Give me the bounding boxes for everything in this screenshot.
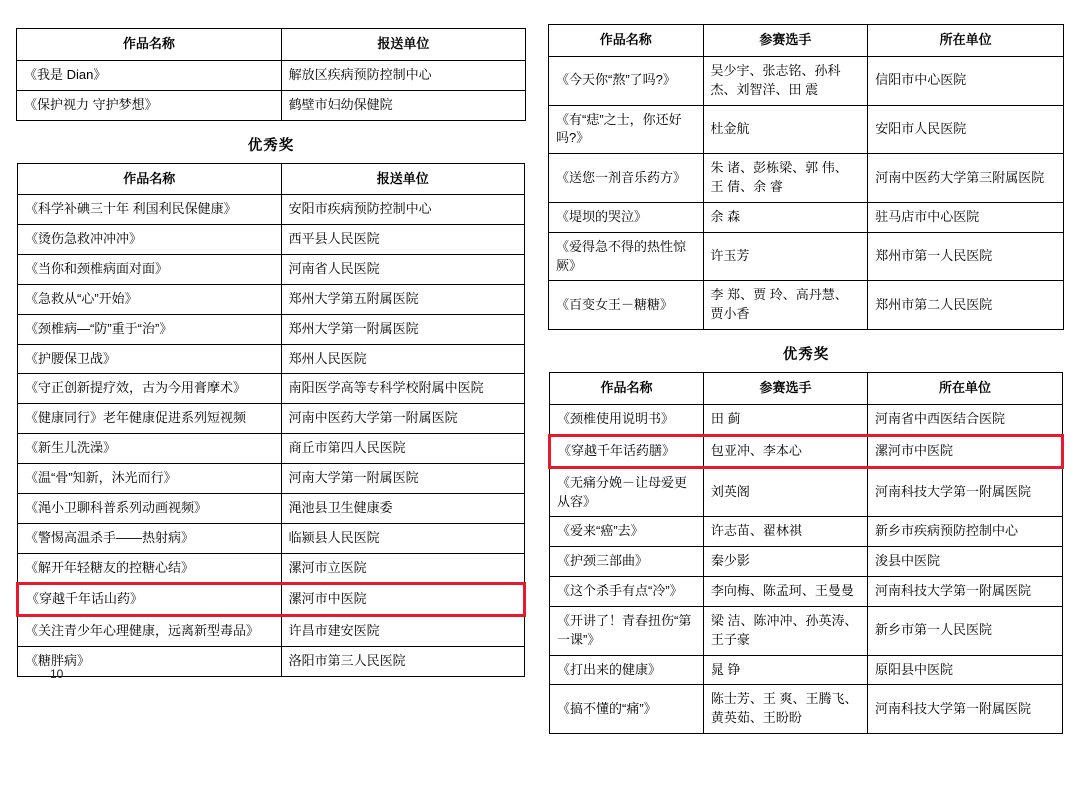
cell-player: 许玉芳 (703, 232, 868, 281)
table-row (550, 517, 1063, 547)
table-row (549, 281, 1064, 330)
cell-work-name: 《新生儿洗澡》 (18, 434, 282, 464)
cell-player: 秦少影 (703, 547, 867, 577)
table-row (549, 232, 1064, 281)
cell-work-name: 《有“痣”之士，你还好吗?》 (549, 105, 704, 154)
table-row (17, 60, 526, 90)
table-row (550, 655, 1063, 685)
cell-work-name: 《开讲了！青春扭伤“第一课”》 (550, 606, 704, 655)
table-row (549, 202, 1064, 232)
cell-unit: 新乡市疾病预防控制中心 (868, 517, 1063, 547)
cell-work-name: 《爱来“癌”去》 (550, 517, 704, 547)
cell-unit: 原阳县中医院 (868, 655, 1063, 685)
table-row (549, 56, 1064, 105)
cell-work-name: 《关注青少年心理健康，远离新型毒品》 (18, 616, 282, 647)
cell-unit: 河南科技大学第一附属医院 (868, 685, 1063, 734)
cell-work-name: 《当你和颈椎病面对面》 (18, 255, 282, 285)
cell-unit: 安阳市疾病预防控制中心 (281, 195, 524, 225)
cell-player: 许志苗、翟林祺 (703, 517, 867, 547)
cell-unit: 河南省人民医院 (281, 255, 524, 285)
table-row (18, 404, 525, 434)
cell-work-name: 《守正创新提疗效，古为今用膏摩术》 (18, 374, 282, 404)
table-row (18, 344, 525, 374)
table-row (18, 255, 525, 285)
table-row (550, 577, 1063, 607)
cell-unit: 驻马店市中心医院 (868, 202, 1064, 232)
column-header-unit: 报送单位 (281, 163, 524, 195)
column-header-player: 参赛选手 (703, 25, 868, 57)
cell-work-name: 《颈椎病—“防”重于“治”》 (18, 314, 282, 344)
cell-player: 陈士芳、王 爽、王腾飞、黄英茹、王盼盼 (703, 685, 867, 734)
table-row (18, 463, 525, 493)
cell-unit: 郑州市第一人民医院 (868, 232, 1064, 281)
table-row (18, 284, 525, 314)
cell-unit: 漯河市立医院 (281, 553, 524, 584)
cell-unit: 郑州大学第一附属医院 (281, 314, 524, 344)
cell-unit: 河南科技大学第一附属医院 (868, 577, 1063, 607)
cell-unit: 解放区疾病预防控制中心 (281, 60, 525, 90)
right-column (548, 0, 1064, 734)
column-header-work-name: 作品名称 (550, 373, 704, 405)
table-header-row (18, 163, 525, 195)
cell-unit: 河南省中西医结合医院 (868, 404, 1063, 435)
column-header-work-name: 作品名称 (549, 25, 704, 57)
left-award-title: 优秀奖 (247, 137, 295, 154)
cell-player: 梁 洁、陈冲冲、孙英涛、王子豪 (703, 606, 867, 655)
column-header-unit: 所在单位 (868, 373, 1063, 405)
cell-unit: 渑池县卫生健康委 (281, 493, 524, 523)
table-row (18, 493, 525, 523)
column-header-work-name: 作品名称 (17, 29, 282, 61)
cell-work-name: 《温“骨”知新，沐光而行》 (18, 463, 282, 493)
cell-player: 李向梅、陈孟珂、王曼曼 (703, 577, 867, 607)
table-row (18, 374, 525, 404)
right-award-title: 优秀奖 (782, 347, 830, 364)
column-header-unit: 报送单位 (281, 29, 525, 61)
cell-player: 田 蓟 (703, 404, 867, 435)
column-header-work-name: 作品名称 (18, 163, 282, 195)
cell-work-name: 《解开年轻糖友的控糖心结》 (18, 553, 282, 584)
cell-work-name: 《急救从“心”开始》 (18, 284, 282, 314)
cell-unit: 河南中医药大学第三附属医院 (868, 154, 1064, 203)
cell-work-name: 《穿越千年话药膳》 (550, 435, 704, 467)
cell-work-name: 《护腰保卫战》 (18, 344, 282, 374)
left-top-table (16, 28, 526, 121)
cell-unit: 临颍县人民医院 (281, 523, 524, 553)
cell-unit: 河南中医药大学第一附属医院 (281, 404, 524, 434)
table-row (18, 434, 525, 464)
cell-work-name: 《警惕高温杀手——热射病》 (18, 523, 282, 553)
cell-work-name: 《渑小卫聊科普系列动画视频》 (18, 493, 282, 523)
cell-work-name: 《送您一剂音乐药方》 (549, 154, 704, 203)
cell-work-name: 《健康同行》老年健康促进系列短视频 (18, 404, 282, 434)
cell-work-name: 《这个杀手有点“冷”》 (550, 577, 704, 607)
cell-unit: 漯河市中医院 (868, 435, 1063, 467)
cell-work-name: 《百变女王－糖糖》 (549, 281, 704, 330)
right-award-table (548, 372, 1064, 734)
cell-unit: 许昌市建安医院 (281, 616, 524, 647)
cell-unit: 商丘市第四人民医院 (281, 434, 524, 464)
table-row (550, 547, 1063, 577)
table-header-row (549, 25, 1064, 57)
table-row (17, 90, 526, 120)
cell-player: 余 森 (703, 202, 868, 232)
cell-work-name: 《搞不懂的“痛”》 (550, 685, 704, 734)
cell-unit: 郑州市第二人民医院 (868, 281, 1064, 330)
cell-player: 吴少宇、张志铭、孙科杰、刘智洋、田 震 (703, 56, 868, 105)
cell-work-name: 《科学补碘三十年 利国利民保健康》 (18, 195, 282, 225)
cell-unit: 洛阳市第三人民医院 (281, 647, 524, 677)
column-header-unit: 所在单位 (868, 25, 1064, 57)
cell-unit: 西平县人民医院 (281, 225, 524, 255)
cell-work-name: 《今天你“熬”了吗?》 (549, 56, 704, 105)
right-top-table (548, 24, 1064, 330)
page-number: 10 (50, 666, 64, 681)
cell-work-name: 《无痛分娩－让母爱更从容》 (550, 467, 704, 517)
table-row (549, 154, 1064, 203)
table-row (550, 606, 1063, 655)
table-row (550, 404, 1063, 435)
table-row (18, 225, 525, 255)
table-row (18, 314, 525, 344)
cell-player: 朱 诸、彭栋梁、郭 伟、王 倩、余 睿 (703, 154, 868, 203)
table-row-highlighted (18, 584, 525, 616)
cell-player: 杜金航 (703, 105, 868, 154)
cell-player: 晁 铮 (703, 655, 867, 685)
cell-unit: 浚县中医院 (868, 547, 1063, 577)
table-header-row (17, 29, 526, 61)
table-header-row (550, 373, 1063, 405)
cell-work-name: 《护颈三部曲》 (550, 547, 704, 577)
left-column (16, 0, 526, 681)
cell-unit: 新乡市第一人民医院 (868, 606, 1063, 655)
cell-work-name: 《保护视力 守护梦想》 (17, 90, 282, 120)
table-row (550, 685, 1063, 734)
table-row (549, 105, 1064, 154)
cell-unit: 河南大学第一附属医院 (281, 463, 524, 493)
cell-unit: 郑州大学第五附属医院 (281, 284, 524, 314)
table-row-highlighted (550, 435, 1063, 467)
cell-work-name: 《打出来的健康》 (550, 655, 704, 685)
table-row (550, 467, 1063, 517)
left-top-spacer (16, 0, 526, 28)
column-header-player: 参赛选手 (703, 373, 867, 405)
cell-work-name: 《糖胖病》 (18, 647, 282, 677)
table-row (18, 553, 525, 584)
cell-unit: 漯河市中医院 (281, 584, 524, 616)
cell-work-name: 《穿越千年话山药》 (18, 584, 282, 616)
cell-unit: 安阳市人民医院 (868, 105, 1064, 154)
table-row (18, 647, 525, 677)
cell-work-name: 《堤坝的哭泣》 (549, 202, 704, 232)
table-row (18, 523, 525, 553)
cell-player: 李 郑、贾 玲、高丹慧、贾小香 (703, 281, 868, 330)
right-top-spacer (548, 0, 1064, 24)
cell-unit: 信阳市中心医院 (868, 56, 1064, 105)
cell-unit: 南阳医学高等专科学校附属中医院 (281, 374, 524, 404)
table-row (18, 616, 525, 647)
cell-work-name: 《颈椎使用说明书》 (550, 404, 704, 435)
cell-player: 包亚冲、李本心 (703, 435, 867, 467)
cell-work-name: 《烫伤急救冲冲冲》 (18, 225, 282, 255)
cell-unit: 郑州人民医院 (281, 344, 524, 374)
left-award-table (16, 163, 526, 677)
cell-work-name: 《我是 Dian》 (17, 60, 282, 90)
cell-player: 刘英阁 (703, 467, 867, 517)
cell-unit: 鹤壁市妇幼保健院 (281, 90, 525, 120)
cell-work-name: 《爱得急不得的热性惊厥》 (549, 232, 704, 281)
cell-unit: 河南科技大学第一附属医院 (868, 467, 1063, 517)
table-row (18, 195, 525, 225)
